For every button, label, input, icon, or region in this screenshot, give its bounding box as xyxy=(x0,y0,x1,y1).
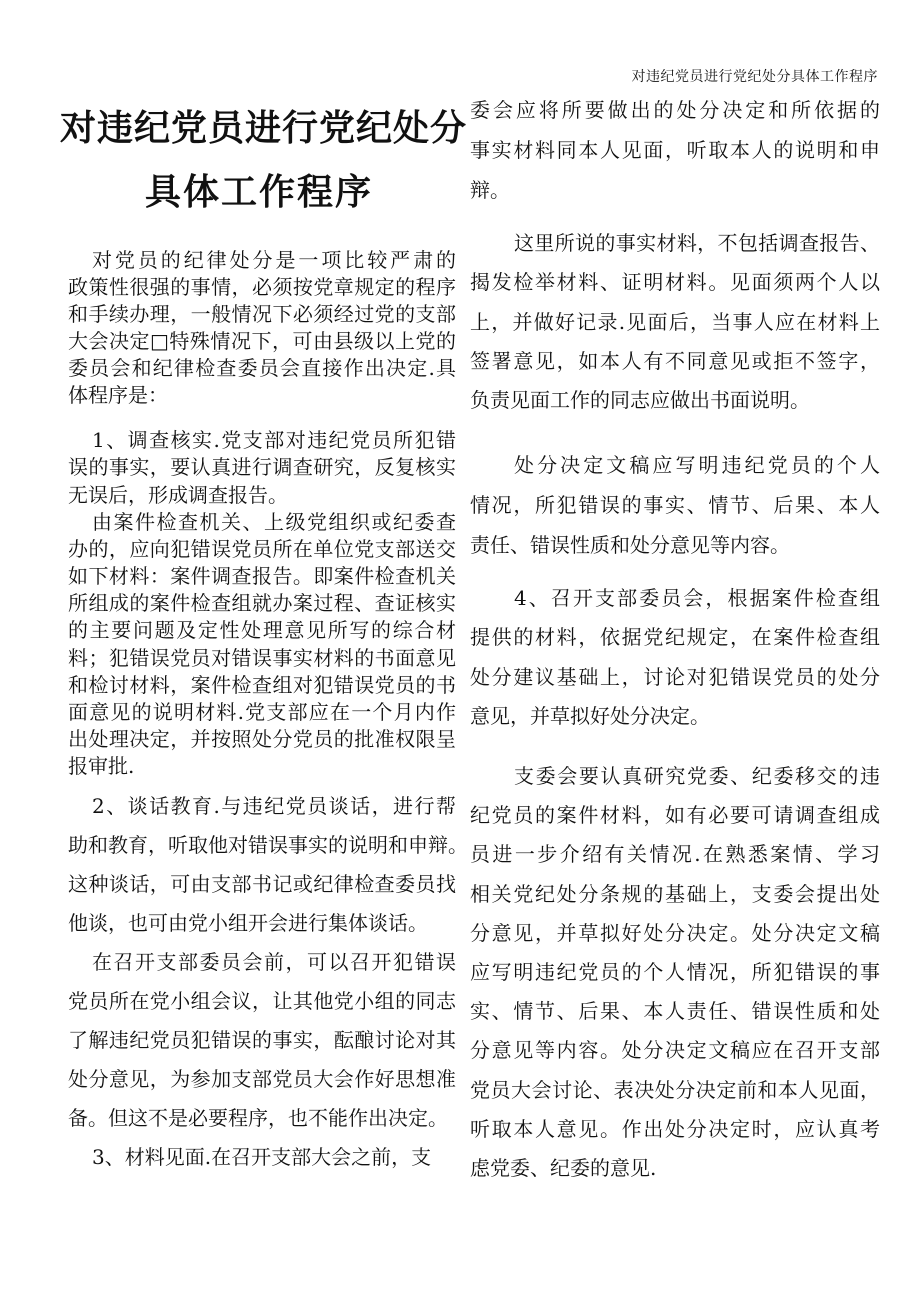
paragraph-line: 签署意见，如本人有不同意见或拒不签字， xyxy=(470,348,880,373)
paragraph-line: 委员会和纪律检查委员会直接作出决定.具 xyxy=(68,356,456,380)
paragraph-line: 提供的材料，依据党纪规定，在案件检查组 xyxy=(470,625,880,650)
paragraph-line: 分意见，并草拟好处分决定。处分决定文稿 xyxy=(470,920,880,945)
paragraph-line: 他谈，也可由党小组开会进行集体谈话。 xyxy=(68,911,428,935)
paragraph-line: 处分决定文稿应写明违纪党员的个人 xyxy=(514,453,880,477)
paragraph-line: 委会应将所要做出的处分决定和所依据的 xyxy=(470,98,880,122)
paragraph-line: 政策性很强的事情，必须按党章规定的程序 xyxy=(68,275,456,299)
paragraph-line: 助和教育，听取他对错误事实的说明和申辩。 xyxy=(68,833,468,857)
paragraph-line: 揭发检举材料、证明材料。见面须两个人以 xyxy=(470,270,880,295)
paragraph-line: 意见，并草拟好处分决定。 xyxy=(470,703,710,728)
paragraph-line: 备。但这不是必要程序，也不能作出决定。 xyxy=(68,1106,448,1130)
paragraph-line: 事实材料同本人见面，听取本人的说明和申 xyxy=(470,138,880,162)
paragraph-line: 办的，应向犯错误党员所在单位党支部送交 xyxy=(68,537,456,562)
document-title-line-1: 对违纪党员进行党纪处分 xyxy=(60,108,468,149)
paragraph-line: 和手续办理，一般情况下必须经过党的支部 xyxy=(68,302,456,326)
paragraph-line: 大会决定□特殊情况下，可由县级以上党的 xyxy=(68,329,456,353)
paragraph-line: 上，并做好记录.见面后，当事人应在材料上 xyxy=(470,309,880,334)
paragraph-line: 由案件检查机关、上级党组织或纪委查 xyxy=(92,510,456,534)
paragraph-line: 了解违纪党员犯错误的事实，酝酿讨论对其 xyxy=(68,1028,456,1052)
paragraph-line: 情况，所犯错误的事实、情节、后果、本人 xyxy=(470,493,880,517)
paragraph-line: 出处理决定，并按照处分党员的批准权限呈 xyxy=(68,726,456,751)
paragraph-line: 在召开支部委员会前，可以召开犯错误 xyxy=(92,950,456,974)
paragraph-line: 3、材料见面.在召开支部大会之前，支 xyxy=(92,1145,432,1169)
paragraph-line: 和检讨材料，案件检查组对犯错误党员的书 xyxy=(68,672,456,697)
paragraph-line: 应写明违纪党员的个人情况，所犯错误的事 xyxy=(470,960,880,984)
paragraph-line: 料；犯错误党员对错误事实材料的书面意见 xyxy=(68,645,456,670)
paragraph-line: 党员大会讨论、表决处分决定前和本人见面， xyxy=(470,1077,880,1102)
paragraph-line: 体程序是： xyxy=(68,383,168,407)
paragraph-line: 2、谈话教育.与违纪党员谈话，进行帮 xyxy=(92,794,456,818)
paragraph-line: 1、调查核实.党支部对违纪党员所犯错 xyxy=(92,428,456,452)
paragraph-line: 4、召开支部委员会，根据案件检查组 xyxy=(514,586,880,610)
paragraph-line: 辩。 xyxy=(470,178,510,202)
paragraph-line: 如下材料：案件调查报告。即案件检查机关 xyxy=(68,564,456,589)
paragraph-line: 责任、错误性质和处分意见等内容。 xyxy=(470,533,790,557)
paragraph-line: 纪党员的案件材料，如有必要可请调查组成 xyxy=(470,803,880,828)
paragraph-line: 面意见的说明材料.党支部应在一个月内作 xyxy=(68,699,456,724)
paragraph-line: 党员所在党小组会议，让其他党小组的同志 xyxy=(68,989,456,1013)
paragraph-line: 实、情节、后果、本人责任、错误性质和处 xyxy=(470,999,880,1024)
paragraph-line: 员进一步介绍有关情况.在熟悉案情、学习 xyxy=(470,842,880,867)
paragraph-line: 支委会要认真研究党委、纪委移交的违 xyxy=(514,764,880,788)
running-header: 对违纪党员进行党纪处分具体工作程序 xyxy=(631,69,878,85)
document-title-line-2: 具体工作程序 xyxy=(145,172,374,213)
paragraph-line: 无误后，形成调查报告。 xyxy=(68,482,288,507)
paragraph-line: 这里所说的事实材料，不包括调查报告、 xyxy=(514,231,880,255)
paragraph-line: 处分建议基础上，讨论对犯错误党员的处分 xyxy=(470,664,880,689)
paragraph-line: 负责见面工作的同志应做出书面说明。 xyxy=(470,388,810,413)
paragraph-line: 分意见等内容。处分决定文稿应在召开支部 xyxy=(470,1038,880,1063)
paragraph-line: 相关党纪处分条规的基础上，支委会提出处 xyxy=(470,881,880,906)
paragraph-line: 虑党委、纪委的意见. xyxy=(470,1156,657,1180)
paragraph-line: 误的事实，要认真进行调查研究，反复核实 xyxy=(68,455,456,480)
paragraph-line: 报审批. xyxy=(68,753,135,778)
paragraph-line: 处分意见，为参加支部党员大会作好思想准 xyxy=(68,1067,456,1091)
paragraph-line: 所组成的案件检查组就办案过程、查证核实 xyxy=(68,591,456,616)
paragraph-line: 这种谈话，可由支部书记或纪律检查委员找 xyxy=(68,872,456,896)
paragraph-line: 对党员的纪律处分是一项比较严肃的 xyxy=(92,248,456,272)
paragraph-line: 的主要问题及定性处理意见所写的综合材 xyxy=(68,618,456,643)
paragraph-line: 听取本人意见。作出处分决定时，应认真考 xyxy=(470,1116,880,1141)
